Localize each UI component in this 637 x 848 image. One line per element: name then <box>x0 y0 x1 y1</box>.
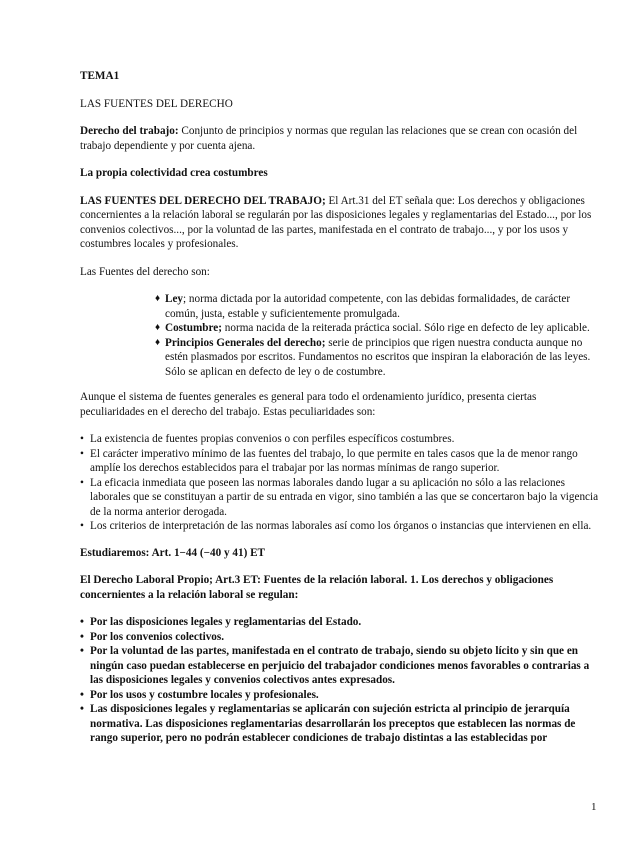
diamond-bullet-icon: ♦ <box>155 336 161 348</box>
bullet-icon: • <box>80 688 84 701</box>
bullet-icon: • <box>80 476 84 489</box>
bullet-icon: • <box>80 433 84 445</box>
list-item: • La existencia de fuentes propias convenios o con perfiles específicos costumbres. <box>80 433 455 445</box>
definition-paragraph <box>80 124 602 153</box>
list-item: • El carácter imperativo mínimo de las fuentes del trabajo, lo que permite en tales casos que la de menor rango amplíe los derechos establecidos para el trabajar por las normas mínimas de rango superior. <box>80 447 578 474</box>
list-item: ♦ Costumbre; norma nacida de la reiterada práctica social. Sólo rige en defecto de ley aplicable. <box>155 322 590 334</box>
fuentes-list <box>80 292 602 379</box>
fuentes-intro: Las Fuentes del derecho son: <box>80 265 210 278</box>
list-item: ♦ Principios Generales del derecho; serie de principios que rigen nuestra conducta aunque no estén plasmados por escritos. Fundamentos no escritos que inspiran la elaboración de las leyes. Sólo se aplican en defecto de ley o de costumbre. <box>155 336 591 378</box>
fuentes-text: El Art.31 del ET señala que: Los derechos y obligaciones concernientes a la relación laboral se regularán por las disposiciones legales y reglamentarias del Estado..., por los convenios colectivos..., por la voluntad de las partes, manifestada en el contrato de trabajo..., y por los usos y costumbres locales y profesionales. <box>80 194 592 250</box>
bullet-icon: • <box>80 645 84 657</box>
page-title: LAS FUENTES DEL DERECHO <box>80 97 233 110</box>
estudiaremos-heading: Estudiaremos: Art. 1−44 (−40 y 41) ET <box>80 546 266 559</box>
diamond-bullet-icon: ♦ <box>155 322 161 333</box>
art3-heading: El Derecho Laboral Propio; Art.3 ET: Fuentes de la relación laboral. 1. Los derechos y obligaciones concernientes a la relación laboral se regulan: <box>80 574 554 601</box>
colectividad-heading: La propia colectividad crea costumbres <box>80 167 268 179</box>
list-item: • Por los usos y costumbre locales y profesionales. <box>80 688 319 701</box>
fuentes-label: LAS FUENTES DEL DERECHO DEL TRABAJO; <box>80 194 326 207</box>
bullet-icon: • <box>80 616 84 628</box>
fuentes-paragraph <box>80 194 602 252</box>
relacion-laboral-list <box>80 615 602 746</box>
definition-text: Conjunto de principios y normas que regulan las relaciones que se crean con ocasión del trabajo dependiente y por cuenta ajena. <box>80 125 578 152</box>
list-item: • La eficacia inmediata que poseen las normas laborales dando lugar a su aplicación no sólo a las relaciones laborales que se constituyan a partir de su entrada en vigor, sino también a las que se concertaron bajo la vigencia de la norma anterior derogada. <box>80 476 599 518</box>
bullet-icon: • <box>80 447 84 460</box>
list-item: • Por los convenios colectivos. <box>80 630 225 643</box>
list-item: ♦ Ley; norma dictada por la autoridad competente, con las debidas formalidades, de carácter común, justa, estable y suficientemente promulgada. <box>155 293 571 320</box>
peculiaridades-paragraph: Aunque el sistema de fuentes generales es general para todo el ordenamiento jurídico, presenta ciertas peculiaridades en el derecho del trabajo. Estas peculiaridades son: <box>80 391 537 418</box>
bullet-icon: • <box>80 520 84 532</box>
list-item: • Las disposiciones legales y reglamentarias se aplicarán con sujeción estricta al principio de jerarquía normativa. Las disposiciones reglamentarias desarrollarán los preceptos que establecen las normas de rango superior, pero no podrán establecer condiciones de trabajo distintas a las establecidas por <box>80 703 576 744</box>
definition-label: Derecho del trabajo: <box>80 125 179 137</box>
list-item: • Por las disposiciones legales y reglamentarias del Estado. <box>80 616 362 628</box>
tema-heading: TEMA1 <box>80 70 120 82</box>
peculiaridades-list <box>80 432 602 534</box>
bullet-icon: • <box>80 703 84 715</box>
list-item: • Por la voluntad de las partes, manifestada en el contrato de trabajo, siendo su objeto lícito y sin que en ningún caso puedan establecerse en perjuicio del trabajador condiciones menos favorables o contrarias a las disposiciones legales y convenios colectivos antes expresados. <box>80 645 590 686</box>
diamond-bullet-icon: ♦ <box>155 293 161 304</box>
bullet-icon: • <box>80 630 84 643</box>
document-body <box>80 69 602 758</box>
page-number: 1 <box>591 801 597 813</box>
list-item: • Los criterios de interpretación de las normas laborales así como los órganos o instancias que intervienen en ella. <box>80 520 592 532</box>
